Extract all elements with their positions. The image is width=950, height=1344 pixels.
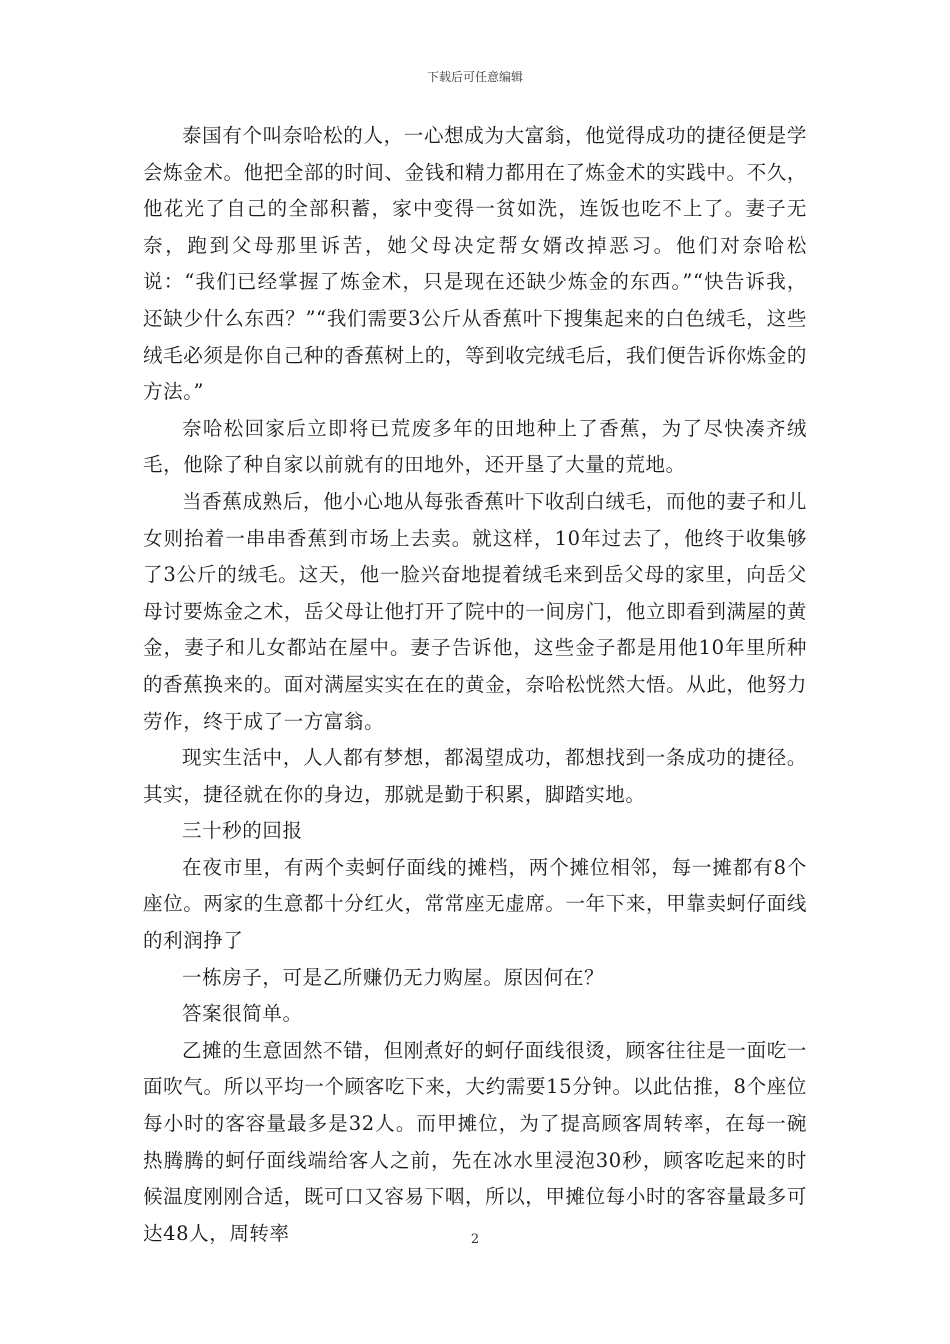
section-title: 三十秒的回报 <box>182 819 303 843</box>
page-number: 2 <box>470 1232 480 1247</box>
paragraph-alchemy-story: 泰国有个叫奈哈松的人，一心想成为大富翁，他觉得成功的捷径便是学会炼金术。他把全部的时间、金钱和精力都用在了炼金术的实践中。不久，他花光了自己的全部积蓄，家中变得一贫如洗，连饭也吃不上了。妻子无奈，跑到父母那里诉苦，她父母决定帮女婿改掉恶习。他们对奈哈松说：“我们已经掌握了炼金术，只是现在还缺少炼金的东西。”“快告诉我，还缺少什么东西？”“我们需要3公斤从香蕉叶下搜集起来的白色绒毛，这些绒毛必须是你自己种的香蕉树上的，等到收完绒毛后，我们便告诉你炼金的方法。” <box>143 124 807 404</box>
paragraph-night-market: 在夜市里，有两个卖蚵仔面线的摊档，两个摊位相邻，每一摊都有8个座位。两家的生意都十分红火，常常座无虚席。一年下来，甲靠卖蚵仔面线的利润挣了 <box>143 855 807 953</box>
paragraph-gold-revealed: 当香蕉成熟后，他小心地从每张香蕉叶下收刮白绒毛，而他的妻子和儿女则抬着一串串香蕉到市场上去卖。就这样，10年过去了，他终于收集够了3公斤的绒毛。这天，他一脸兴奋地提着绒毛来到岳父母的家里，向岳父母讨要炼金之术，岳父母让他打开了院中的一间房门，他立即看到满屋的黄金，妻子和儿女都站在屋中。妻子告诉他，这些金子都是用他10年里所种的香蕉换来的。面对满屋实实在在的黄金，奈哈松恍然大悟。从此，他努力劳作，终于成了一方富翁。 <box>143 489 807 733</box>
paragraph-answer-intro: 答案很简单。 <box>182 1002 303 1026</box>
page-header: 下载后可任意编辑 <box>426 70 523 84</box>
body-text <box>143 118 807 1252</box>
paragraph-moral: 现实生活中，人人都有梦想，都渴望成功，都想找到一条成功的捷径。其实，捷径就在你的身边，那就是勤于积累，脚踏实地。 <box>143 746 807 806</box>
paragraph-turnover-explanation: 乙摊的生意固然不错，但刚煮好的蚵仔面线很烫，顾客往往是一面吃一面吹气。所以平均一个顾客吃下来，大约需要15分钟。以此估推，8个座位每小时的客容量最多是32人。而甲摊位，为了提高顾客周转率，在每一碗热腾腾的蚵仔面线端给客人之前，先在冰水里浸泡30秒，顾客吃起来的时候温度刚刚合适，既可口又容易下咽，所以，甲摊位每小时的客容量最多可达48人，周转率 <box>143 1038 807 1245</box>
paragraph-question: 一栋房子，可是乙所赚仍无力购屋。原因何在？ <box>182 965 605 989</box>
paragraph-banana-planting: 奈哈松回家后立即将已荒废多年的田地种上了香蕉，为了尽快凑齐绒毛，他除了种自家以前就有的田地外，还开垦了大量的荒地。 <box>143 416 807 477</box>
